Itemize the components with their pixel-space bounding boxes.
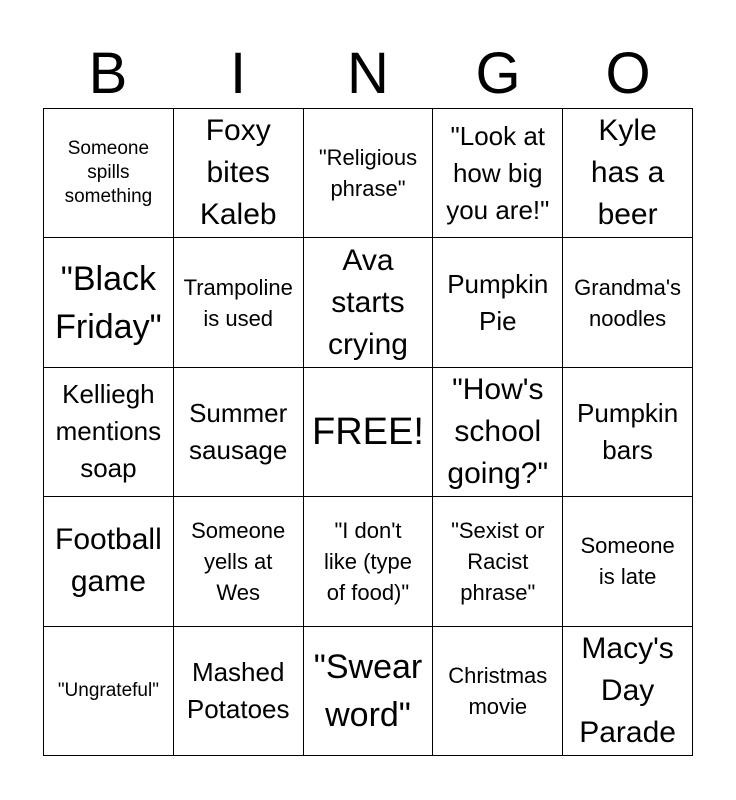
cell-label: Football game (55, 523, 162, 599)
cell-label: Macy's Day Parade (579, 631, 676, 749)
cell-label: Foxy bites Kaleb (199, 114, 277, 232)
bingo-cell-r5-c1[interactable] (44, 627, 174, 756)
cell-label: "Black Friday" (55, 259, 162, 346)
bingo-cell-r3-c3[interactable] (304, 368, 434, 497)
cell-label: "I don't like (type of food)" (323, 517, 413, 605)
cell-label: Kelliegh mentions soap (55, 379, 162, 484)
bingo-header (43, 40, 693, 108)
bingo-cell-r1-c1[interactable] (44, 109, 174, 238)
cell-label: "Religious phrase" (318, 145, 418, 202)
bingo-cell-r4-c5[interactable] (563, 497, 693, 626)
bingo-cell-r1-c5[interactable] (563, 109, 693, 238)
bingo-cell-r1-c3[interactable] (304, 109, 434, 238)
cell-label: Grandma's noodles (574, 274, 682, 331)
cell-label: Christmas movie (448, 662, 548, 719)
cell-label: Summer sausage (189, 397, 288, 465)
bingo-cell-r4-c3[interactable] (304, 497, 434, 626)
cell-label: Kyle has a beer (590, 114, 665, 232)
bingo-cell-r1-c2[interactable] (174, 109, 304, 238)
bingo-cell-r2-c3[interactable] (304, 238, 434, 367)
bingo-cell-r2-c5[interactable] (563, 238, 693, 367)
cell-label: Someone yells at Wes (191, 517, 286, 605)
bingo-cell-r3-c1[interactable] (44, 368, 174, 497)
bingo-cell-r2-c1[interactable] (44, 238, 174, 367)
cell-label: Pumpkin Pie (447, 268, 549, 336)
bingo-cell-r4-c2[interactable] (174, 497, 304, 626)
bingo-cell-r5-c4[interactable] (433, 627, 563, 756)
cell-label: Pumpkin bars (577, 397, 679, 465)
bingo-cell-r5-c2[interactable] (174, 627, 304, 756)
cell-label: "Swear word" (313, 647, 423, 734)
header-letter-g: G (475, 41, 521, 106)
cell-label: Ava starts crying (327, 243, 408, 361)
cell-label: "Look at how big you are!" (446, 120, 550, 225)
bingo-cell-r3-c4[interactable] (433, 368, 563, 497)
cell-label: "Sexist or Racist phrase" (451, 517, 545, 605)
bingo-cell-r4-c4[interactable] (433, 497, 563, 626)
bingo-cell-r2-c2[interactable] (174, 238, 304, 367)
header-letter-n: N (347, 41, 389, 106)
bingo-cell-r5-c5[interactable] (563, 627, 693, 756)
cell-label: Trampoline is used (183, 274, 293, 331)
bingo-cell-r2-c4[interactable] (433, 238, 563, 367)
bingo-cell-r4-c1[interactable] (44, 497, 174, 626)
bingo-cell-r3-c2[interactable] (174, 368, 304, 497)
bingo-cell-r3-c5[interactable] (563, 368, 693, 497)
cell-label: Mashed Potatoes (186, 656, 290, 724)
cell-label: "Ungrateful" (57, 679, 159, 701)
header-letter-i: I (229, 41, 247, 106)
bingo-cell-r1-c4[interactable] (433, 109, 563, 238)
header-letter-b: B (88, 41, 128, 106)
cell-label: Someone is late (580, 533, 675, 590)
bingo-board (43, 108, 693, 756)
header-letter-o: O (605, 41, 651, 106)
free-space: FREE! (312, 410, 424, 453)
cell-label: Someone spills something (64, 138, 153, 208)
cell-label: "How's school going?" (447, 372, 549, 490)
bingo-cell-r5-c3[interactable] (304, 627, 434, 756)
